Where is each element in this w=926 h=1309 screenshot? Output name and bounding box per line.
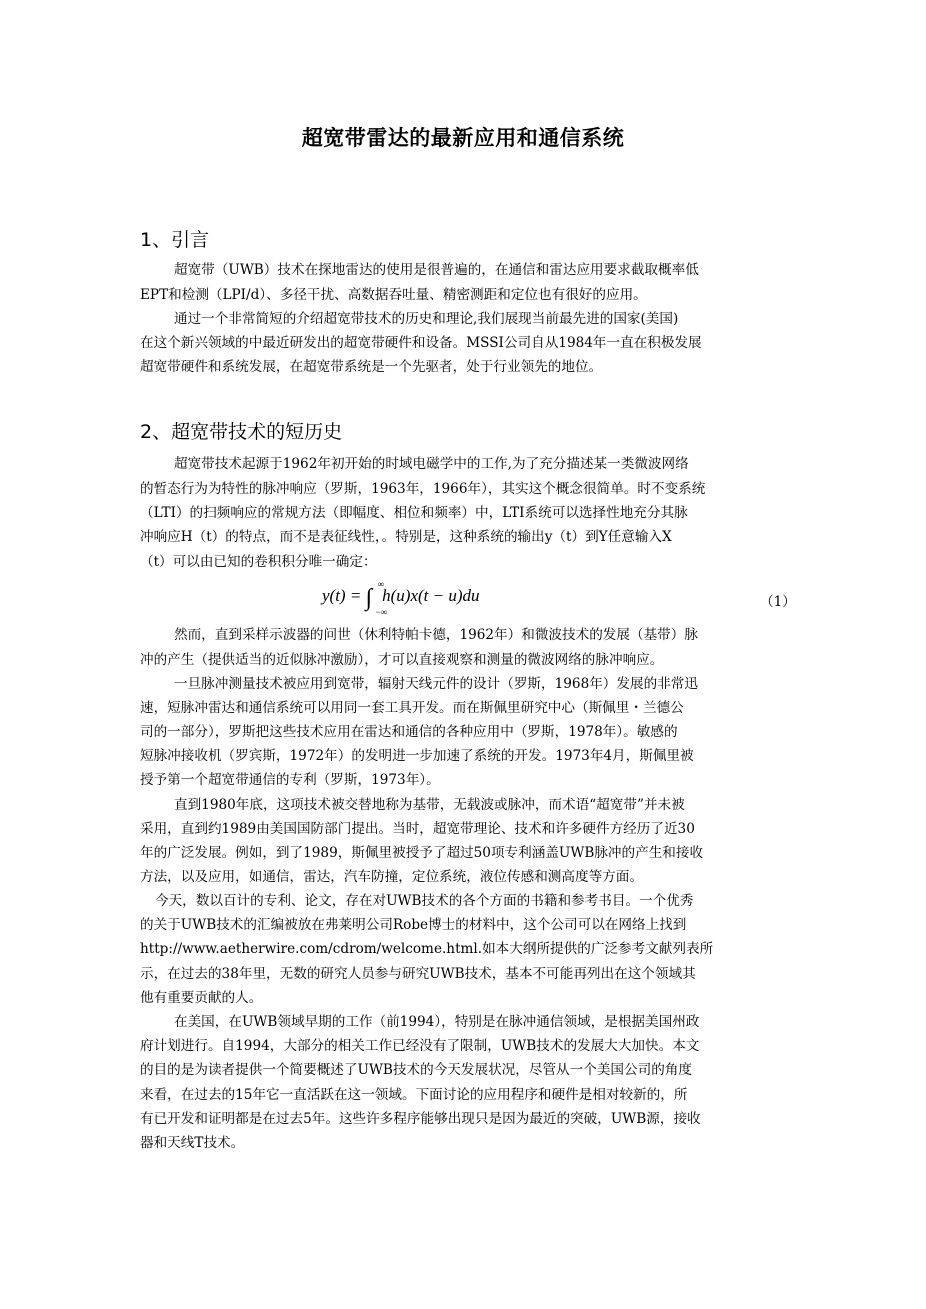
paragraph-line: 超宽带技术起源于1962年初开始的时域电磁学中的工作,为了充分描述某一类微波网络 (174, 456, 689, 472)
paragraph-line: EPT和检测（LPI/d）、多径干扰、高数据吞吐量、精密测距和定位也有很好的应用。 (140, 287, 647, 303)
equation-number: （1） (760, 594, 796, 610)
paragraph-line: 有已开发和证明都是在过去5年。这些许多程序能够出现只是因为最近的突破，UWB源，接收 (140, 1111, 701, 1127)
integral-upper-limit: ∞ (377, 579, 384, 589)
paragraph-line: 超宽带硬件和系统发展，在超宽带系统是一个先驱者，处于行业领先的地位。 (140, 359, 603, 375)
paragraph-line: （LTI）的扫频响应的常规方法（即幅度、相位和频率）中，LTI系统可以选择性地充分其脉 (140, 505, 688, 521)
paragraph-line: 一旦脉冲测量技术被应用到宽带，辐射天线元件的设计（罗斯，1968年）发展的非常迅 (174, 676, 698, 692)
paragraph-line: 的关于UWB技术的汇编被放在弗莱明公司Robe博士的材料中，这个公司可以在网络上找到 (140, 917, 687, 933)
paragraph-line: 器和天线T技术。 (140, 1135, 245, 1151)
paragraph-line: 直到1980年底，这项技术被交替地称为基带，无载波或脉冲，而术语“超宽带”并未被 (174, 797, 685, 813)
section-heading-history: 2、超宽带技术的短历史 (140, 421, 343, 443)
paragraph-line: 短脉冲接收机（罗宾斯，1972年）的发明进一步加速了系统的开发。1973年4月，斯佩里被 (140, 748, 694, 764)
paragraph-line: 超宽带（UWB）技术在探地雷达的使用是很普遍的，在通信和雷达应用要求截取概率低 (174, 262, 699, 278)
equation-lhs: y(t) = (322, 586, 366, 605)
paragraph-line: 授予第一个超宽带通信的专利（罗斯，1973年）。 (140, 772, 440, 788)
paragraph-line: 然而，直到采样示波器的问世（休利特帕卡德，1962年）和微波技术的发展（基带）脉 (174, 627, 698, 643)
paragraph-line: （t）可以由已知的卷积积分唯一确定： (140, 554, 377, 570)
paragraph-line: 在这个新兴领域的中最近研发出的超宽带硬件和设备。MSSI公司自从1984年一直在积极发展 (140, 335, 702, 351)
paragraph-line: 今天，数以百计的专利、论文，存在对UWB技术的各个方面的书籍和参考书目。一个优秀 (155, 893, 694, 909)
paragraph-line-url: http://www.aetherwire.com/cdrom/welcome.html.如本大纲所提供的广泛参考文献列表所 (140, 941, 714, 957)
equation-rhs: h(u)x(t − u)du (382, 586, 480, 605)
convolution-equation (322, 579, 480, 617)
paragraph-line: 府计划进行。自1994，大部分的相关工作已经没有了限制，UWB技术的发展大大加快。本文 (140, 1038, 700, 1054)
paragraph-line: 在美国，在UWB领域早期的工作（前1994），特别是在脉冲通信领域，是根据美国州政 (174, 1014, 700, 1030)
paragraph-line: 冲的产生（提供适当的近似脉冲激励），才可以直接观察和测量的微波网络的脉冲响应。 (140, 652, 664, 668)
paragraph-line: 冲响应H（t）的特点，而不是表征线性，。特别是，这种系统的输出y（t）到Y任意输入X (140, 529, 672, 545)
paragraph-line: 速，短脉冲雷达和通信系统可以用同一套工具开发。而在斯佩里研究中心（斯佩里・兰德公 (140, 700, 684, 716)
paragraph-line: 通过一个非常简短的介绍超宽带技术的历史和理论,我们展现当前最先进的国家(美国) (174, 311, 679, 327)
document-title: 超宽带雷达的最新应用和通信系统 (301, 126, 625, 150)
paragraph-line: 的暂态行为为特性的脉冲响应（罗斯，1963年，1966年），其实这个概念很简单。时不变系统 (140, 481, 706, 497)
paragraph-line: 司的一部分），罗斯把这些技术应用在雷达和通信的各种应用中（罗斯，1978年）。敏感的 (140, 724, 678, 740)
section-heading-intro: 1、引言 (140, 229, 210, 251)
paragraph-line: 来看，在过去的15年它一直活跃在这一领域。下面讨论的应用程序和硬件是相对较新的，所 (140, 1087, 688, 1103)
paragraph-line: 年的广泛发展。例如，到了1989，斯佩里被授予了超过50项专利涵盖UWB脉冲的产生和接收 (140, 845, 704, 861)
integral-lower-limit: −∞ (375, 607, 388, 617)
paragraph-line: 他有重要贡献的人。 (140, 990, 263, 1006)
paragraph-line: 的目的是为读者提供一个简要概述了UWB技术的今天发展状况，尽管从一个美国公司的角度 (140, 1062, 692, 1078)
paragraph-line: 采用，直到约1989由美国国防部门提出。当时，超宽带理论、技术和许多硬件方经历了近30 (140, 821, 695, 837)
paragraph-line: 示，在过去的38年里，无数的研究人员参与研究UWB技术，基本不可能再列出在这个领域其 (140, 966, 696, 982)
paragraph-line: 方法，以及应用，如通信，雷达，汽车防撞，定位系统，液位传感和测高度等方面。 (140, 869, 643, 885)
integral-sign: ∫ ∞ −∞ (365, 579, 388, 617)
